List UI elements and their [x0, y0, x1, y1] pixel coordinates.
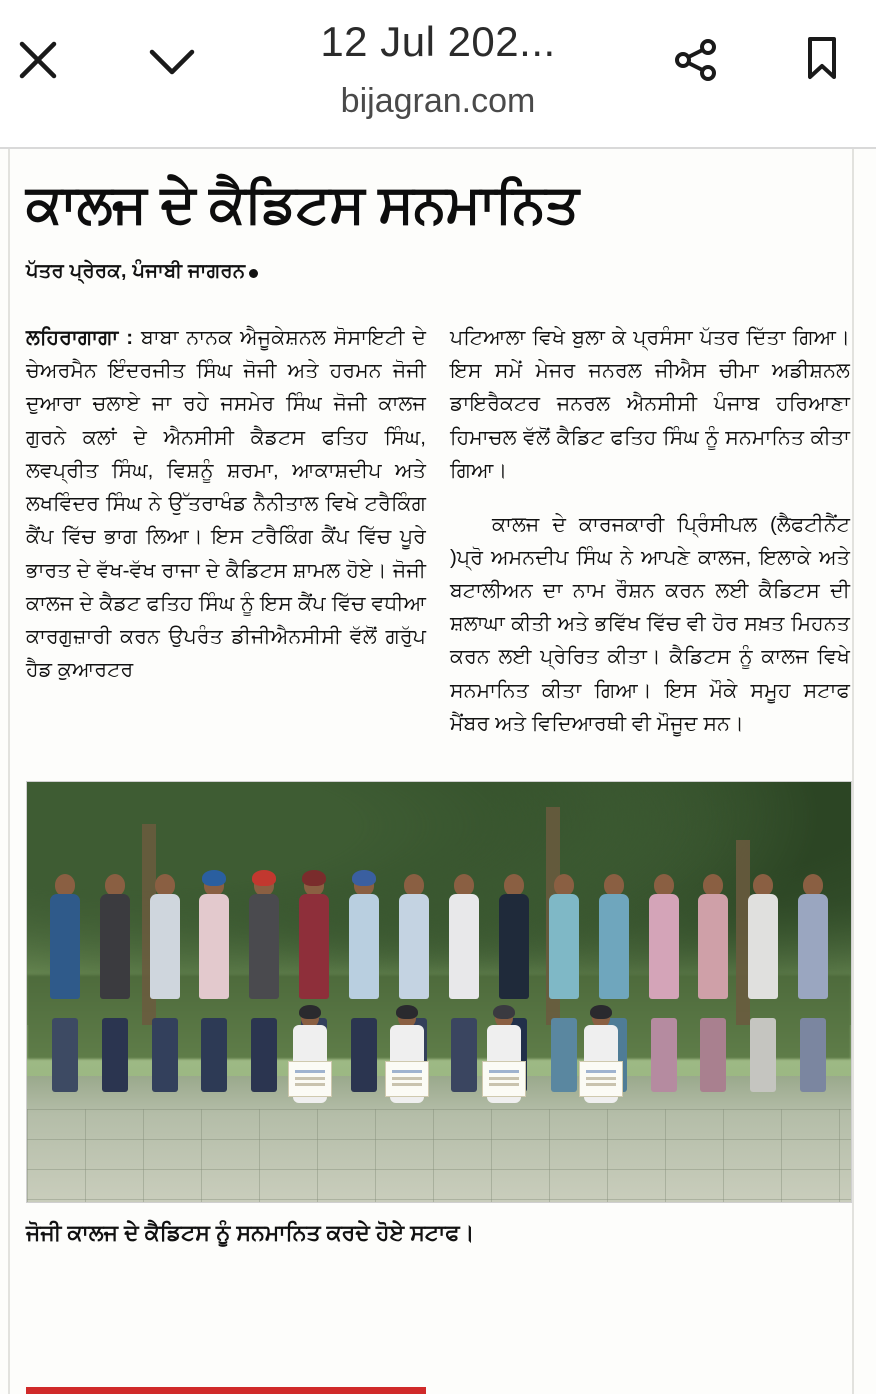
photo-front-row	[274, 1008, 637, 1134]
column-right	[450, 301, 850, 761]
person-figure	[143, 874, 186, 1092]
cadet-figure	[468, 1008, 541, 1134]
paragraph	[26, 321, 426, 686]
dateline: ਲਹਿਰਾਗਾਗਾ :	[26, 326, 134, 350]
paragraph-text: ਬਾਬਾ ਨਾਨਕ ਐਜੂਕੇਸ਼ਨਲ ਸੋਸਾਇਟੀ ਦੇ ਚੇਅਰਮੈਨ ਇੰਦਰਜੀਤ ਸਿੰਘ ਜੋਜੀ ਅਤੇ ਹਰਮਨ ਜੋਜੀ ਦੁਆਰਾ ਚਲਾਏ ਜਾ ਰਹੇ ਜਸਮੇਰ ਸਿੰਘ ਜੋਜੀ ਕਾਲਜ ਗੁਰਨੇ ਕਲਾਂ ਦੇ ਐਨਸੀਸੀ ਕੈਡਟਸ ਫਤਿਹ ਸਿੰਘ, ਲਵਪ੍ਰੀਤ ਸਿੰਘ, ਵਿਸ਼ਨੂੰ ਸ਼ਰਮਾ, ਆਕਾਸ਼ਦੀਪ ਅਤੇ ਲਖਵਿੰਦਰ ਸਿੰਘ ਨੇ ਉੱਤਰਾਖੰਡ ਨੈਨੀਤਾਲ ਵਿਖੇ ਟਰੈਕਿੰਗ ਕੈਂਪ ਵਿੱਚ ਭਾਗ ਲਿਆ। ਇਸ ਟਰੈਕਿੰਗ ਕੈਂਪ ਵਿੱਚ ਪੂਰੇ ਭਾਰਤ ਦੇ ਵੱਖ-ਵੱਖ ਰਾਜਾ ਦੇ ਕੈਡਿਟਸ ਸ਼ਾਮਲ ਹੋਏ। ਜੋਜੀ ਕਾਲਜ ਦੇ ਕੈਡਟ ਫਤਿਹ ਸਿੰਘ ਨੂੰ ਇਸ ਕੈਂਪ ਵਿੱਚ ਵਧੀਆ ਕਾਰਗੁਜ਼ਾਰੀ ਕਰਨ ਉਪਰੰਤ ਡੀਜੀਐਨਸੀਸੀ ਵੱਲੋਂ ਗਰੁੱਪ ਹੈਡ ਕੁਆਰਟਰ	[26, 326, 427, 682]
site-domain: bijagran.com	[340, 82, 536, 120]
share-icon	[672, 36, 720, 84]
accent-strip	[26, 1387, 426, 1394]
person-figure	[642, 874, 685, 1092]
next-article-peek	[440, 1368, 846, 1394]
article-photo-wrap	[26, 781, 850, 1203]
article-headline: ਕਾਲਜ ਦੇ ਕੈਡਿਟਸ ਸਨਮਾਨਿਤ	[26, 175, 579, 234]
byline-row	[26, 256, 850, 286]
person-figure	[193, 874, 236, 1092]
person-figure	[692, 874, 735, 1092]
article-photo	[26, 781, 852, 1203]
article-columns	[26, 301, 850, 761]
cadet-figure	[371, 1008, 444, 1134]
person-figure	[742, 874, 785, 1092]
page-edge-right	[852, 149, 854, 1394]
person-figure	[93, 874, 136, 1092]
browser-top-bar	[0, 0, 876, 148]
photo-caption: ਜੋਜੀ ਕਾਲਜ ਦੇ ਕੈਡਿਟਸ ਨੂੰ ਸਨਮਾਨਿਤ ਕਰਦੇ ਹੋਏ ਸਟਾਫ।	[26, 1219, 475, 1245]
share-button[interactable]	[664, 28, 728, 92]
bookmark-icon	[802, 34, 842, 82]
page-edge-left	[8, 149, 10, 1394]
page-title: 12 Jul 202...	[320, 18, 556, 65]
bookmark-button[interactable]	[790, 26, 854, 90]
paragraph: ਪਟਿਆਲਾ ਵਿਖੇ ਬੁਲਾ ਕੇ ਪ੍ਰਸੰਸਾ ਪੱਤਰ ਦਿੱਤਾ ਗਿਆ। ਇਸ ਸਮੇਂ ਮੇਜਰ ਜਨਰਲ ਜੀਐਸ ਚੀਮਾ ਅਡੀਸ਼ਨਲ ਡਾਇਰੈਕਟਰ ਜਨਰਲ ਐਨਸੀਸੀ ਪੰਜਾਬ ਹਰਿਆਣਾ ਹਿਮਾਚਲ ਵੱਲੋਂ ਕੈਡਿਟ ਫਤਿਹ ਸਿੰਘ ਨੂੰ ਸਨਮਾਨਿਤ ਕੀਤਾ ਗਿਆ।	[450, 326, 850, 482]
person-figure	[43, 874, 86, 1092]
paragraph: ਕਾਲਜ ਦੇ ਕਾਰਜਕਾਰੀ ਪ੍ਰਿੰਸੀਪਲ (ਲੈਫਟੀਨੈਂਟ )ਪ੍ਰੋ ਅਮਨਦੀਪ ਸਿੰਘ ਨੇ ਆਪਣੇ ਕਾਲਜ, ਇਲਾਕੇ ਅਤੇ ਬਟਾਲੀਅਨ ਦਾ ਨਾਮ ਰੌਸ਼ਨ ਕਰਨ ਲਈ ਕੈਡਿਟਸ ਦੀ ਸ਼ਲਾਘਾ ਕੀਤੀ ਅਤੇ ਭਵਿੱਖ ਵਿੱਚ ਵੀ ਹੋਰ ਸਖ਼ਤ ਮਿਹਨਤ ਕਰਨ ਲਈ ਪ੍ਰੇਰਿਤ ਕੀਤਾ। ਕੈਡਿਟਸ ਨੂੰ ਕਾਲਜ ਵਿਖੇ ਸਨਮਾਨਿਤ ਕੀਤਾ ਗਿਆ। ਇਸ ਮੌਕੇ ਸਮੂਹ ਸਟਾਫ ਮੈਂਬਰ ਅਤੇ ਵਿਦਿਆਰਥੀ ਵੀ ਮੌਜੂਦ ਸਨ।	[450, 512, 850, 735]
article-page[interactable]	[0, 149, 876, 1394]
cadet-figure	[564, 1008, 637, 1134]
column-left	[26, 301, 426, 761]
byline: ਪੱਤਰ ਪ੍ਰੇਰਕ, ਪੰਜਾਬੀ ਜਾਗਰਨ	[26, 260, 246, 283]
bullet-icon	[249, 269, 258, 278]
person-figure	[792, 874, 835, 1092]
cadet-figure	[274, 1008, 347, 1134]
